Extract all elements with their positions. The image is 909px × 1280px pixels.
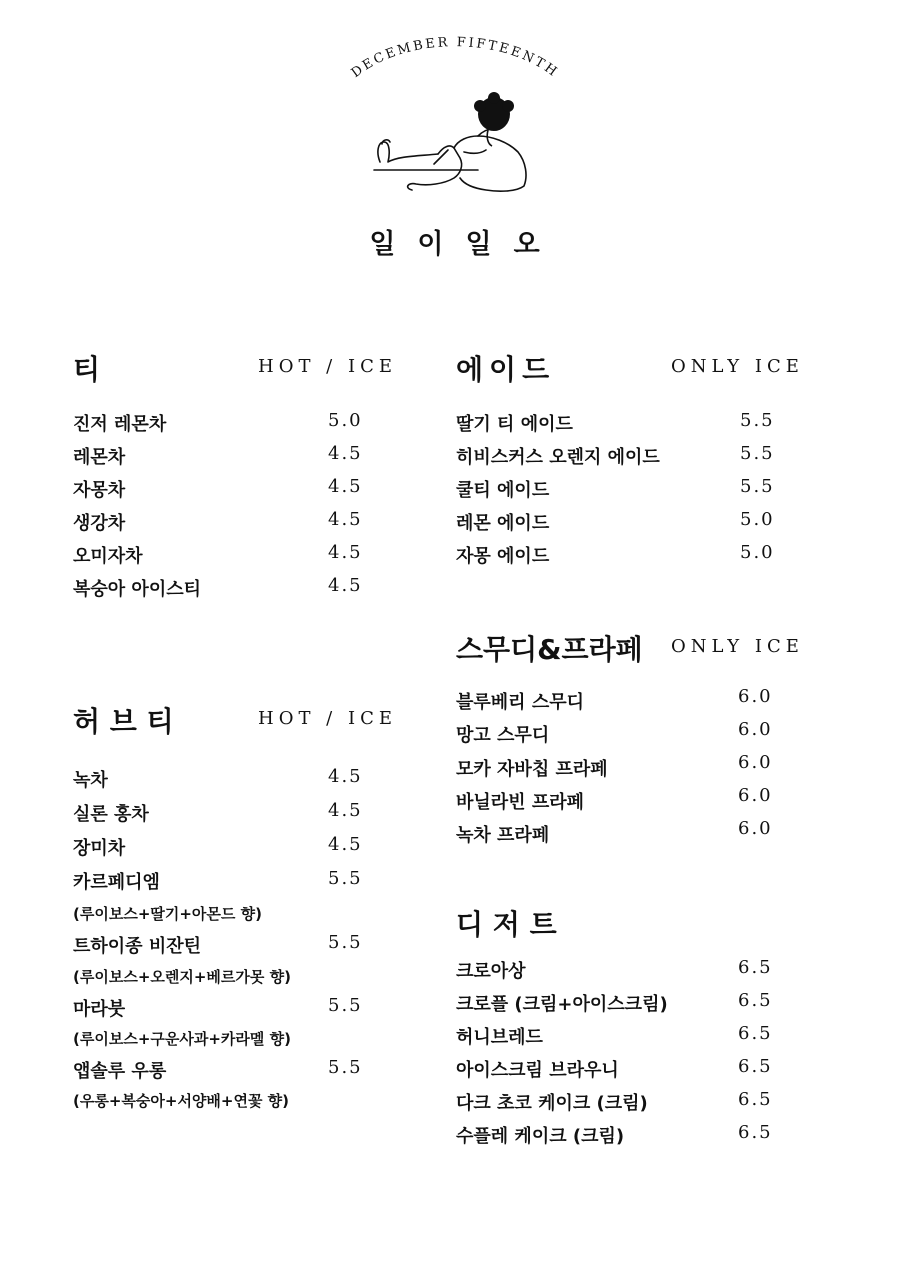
- menu-item-name: 진저 레몬차: [73, 414, 167, 435]
- menu-item-name: 복숭아 아이스티: [73, 579, 201, 600]
- menu-item-note: (우롱+복숭아+서양배+연꽃 향): [73, 1092, 290, 1110]
- menu-item-price: 5.0: [328, 410, 363, 431]
- section-title-dessert: 디 저 트: [456, 908, 557, 941]
- menu-item-price: 6.0: [738, 785, 773, 806]
- sitting-person-illustration: [368, 92, 538, 202]
- menu-item-price: 5.5: [740, 443, 775, 464]
- menu-item-price: 5.5: [328, 1057, 363, 1078]
- menu-item-price: 4.5: [328, 834, 363, 855]
- menu-item-name: 허니브레드: [456, 1027, 543, 1048]
- menu-item-name: 마라붓: [73, 999, 126, 1020]
- section-tag-hot-ice: HOT / ICE: [258, 708, 397, 729]
- menu-item-name: 블루베리 스무디: [456, 692, 584, 713]
- svg-text:DECEMBER FIFTEENTH: DECEMBER FIFTEENTH: [348, 35, 562, 81]
- menu-item-name: 바닐라빈 프라페: [456, 792, 584, 813]
- menu-item-name: 레몬 에이드: [456, 513, 550, 534]
- menu-item-name: 아이스크림 브라우니: [456, 1060, 619, 1081]
- menu-item-price: 6.0: [738, 752, 773, 773]
- menu-item-name: 모카 자바칩 프라페: [456, 759, 608, 780]
- menu-item-price: 4.5: [328, 476, 363, 497]
- menu-item-price: 4.5: [328, 443, 363, 464]
- menu-item-price: 4.5: [328, 542, 363, 563]
- menu-item-price: 5.5: [328, 995, 363, 1016]
- menu-item-note: (루이보스+딸기+아몬드 향): [73, 905, 262, 923]
- menu-item-price: 4.5: [328, 800, 363, 821]
- menu-item-price: 6.5: [738, 1056, 773, 1077]
- menu-item-name: 자몽 에이드: [456, 546, 550, 567]
- menu-item-price: 5.5: [740, 410, 775, 431]
- menu-item-price: 5.5: [328, 932, 363, 953]
- menu-item-name: 생강차: [73, 513, 126, 534]
- menu-item-name: 크로플 (크림+아이스크림): [456, 994, 668, 1015]
- menu-item-price: 6.0: [738, 719, 773, 740]
- menu-item-name: 녹차: [73, 770, 108, 791]
- menu-item-price: 5.5: [328, 868, 363, 889]
- menu-item-price: 6.0: [738, 818, 773, 839]
- menu-item-name: 녹차 프라페: [456, 825, 550, 846]
- menu-item-name: 자몽차: [73, 480, 126, 501]
- menu-item-name: 수플레 케이크 (크림): [456, 1126, 625, 1147]
- menu-item-note: (루이보스+구운사과+카라멜 향): [73, 1030, 291, 1048]
- section-title-tea: 티: [73, 353, 101, 386]
- menu-item-name: 망고 스무디: [456, 725, 550, 746]
- section-title-herb-tea: 허 브 티: [73, 705, 174, 738]
- menu-item-price: 6.5: [738, 957, 773, 978]
- menu-item-name: 트하이종 비잔틴: [73, 936, 201, 957]
- menu-item-price: 4.5: [328, 575, 363, 596]
- menu-item-note: (루이보스+오렌지+베르가못 향): [73, 968, 291, 986]
- menu-item-name: 딸기 티 에이드: [456, 414, 573, 435]
- menu-item-price: 4.5: [328, 766, 363, 787]
- menu-item-price: 6.5: [738, 990, 773, 1011]
- menu-item-name: 오미자차: [73, 546, 143, 567]
- menu-item-name: 장미차: [73, 838, 126, 859]
- section-tag-hot-ice: HOT / ICE: [258, 356, 397, 377]
- menu-item-price: 6.0: [738, 686, 773, 707]
- section-tag-only-ice: ONLY ICE: [671, 356, 804, 377]
- menu-item-price: 6.5: [738, 1122, 773, 1143]
- menu-item-name: 다크 초코 케이크 (크림): [456, 1093, 648, 1114]
- menu-item-price: 6.5: [738, 1023, 773, 1044]
- cafe-name: 일이일오: [369, 229, 562, 260]
- menu-item-name: 히비스커스 오렌지 에이드: [456, 447, 660, 468]
- menu-item-price: 5.0: [740, 542, 775, 563]
- menu-item-price: 6.5: [738, 1089, 773, 1110]
- menu-item-name: 앱솔루 우롱: [73, 1061, 167, 1082]
- menu-item-name: 쿨티 에이드: [456, 480, 550, 501]
- menu-item-price: 5.5: [740, 476, 775, 497]
- section-title-ade: 에이드: [456, 353, 556, 386]
- menu-item-name: 카르페디엠: [73, 872, 160, 893]
- menu-item-price: 4.5: [328, 509, 363, 530]
- menu-item-name: 실론 홍차: [73, 804, 149, 825]
- menu-item-name: 크로아상: [456, 961, 526, 982]
- menu-item-name: 레몬차: [73, 447, 126, 468]
- section-tag-only-ice: ONLY ICE: [671, 636, 804, 657]
- menu-item-price: 5.0: [740, 509, 775, 530]
- section-title-smoothie-frappe: 스무디&프라페: [456, 633, 643, 666]
